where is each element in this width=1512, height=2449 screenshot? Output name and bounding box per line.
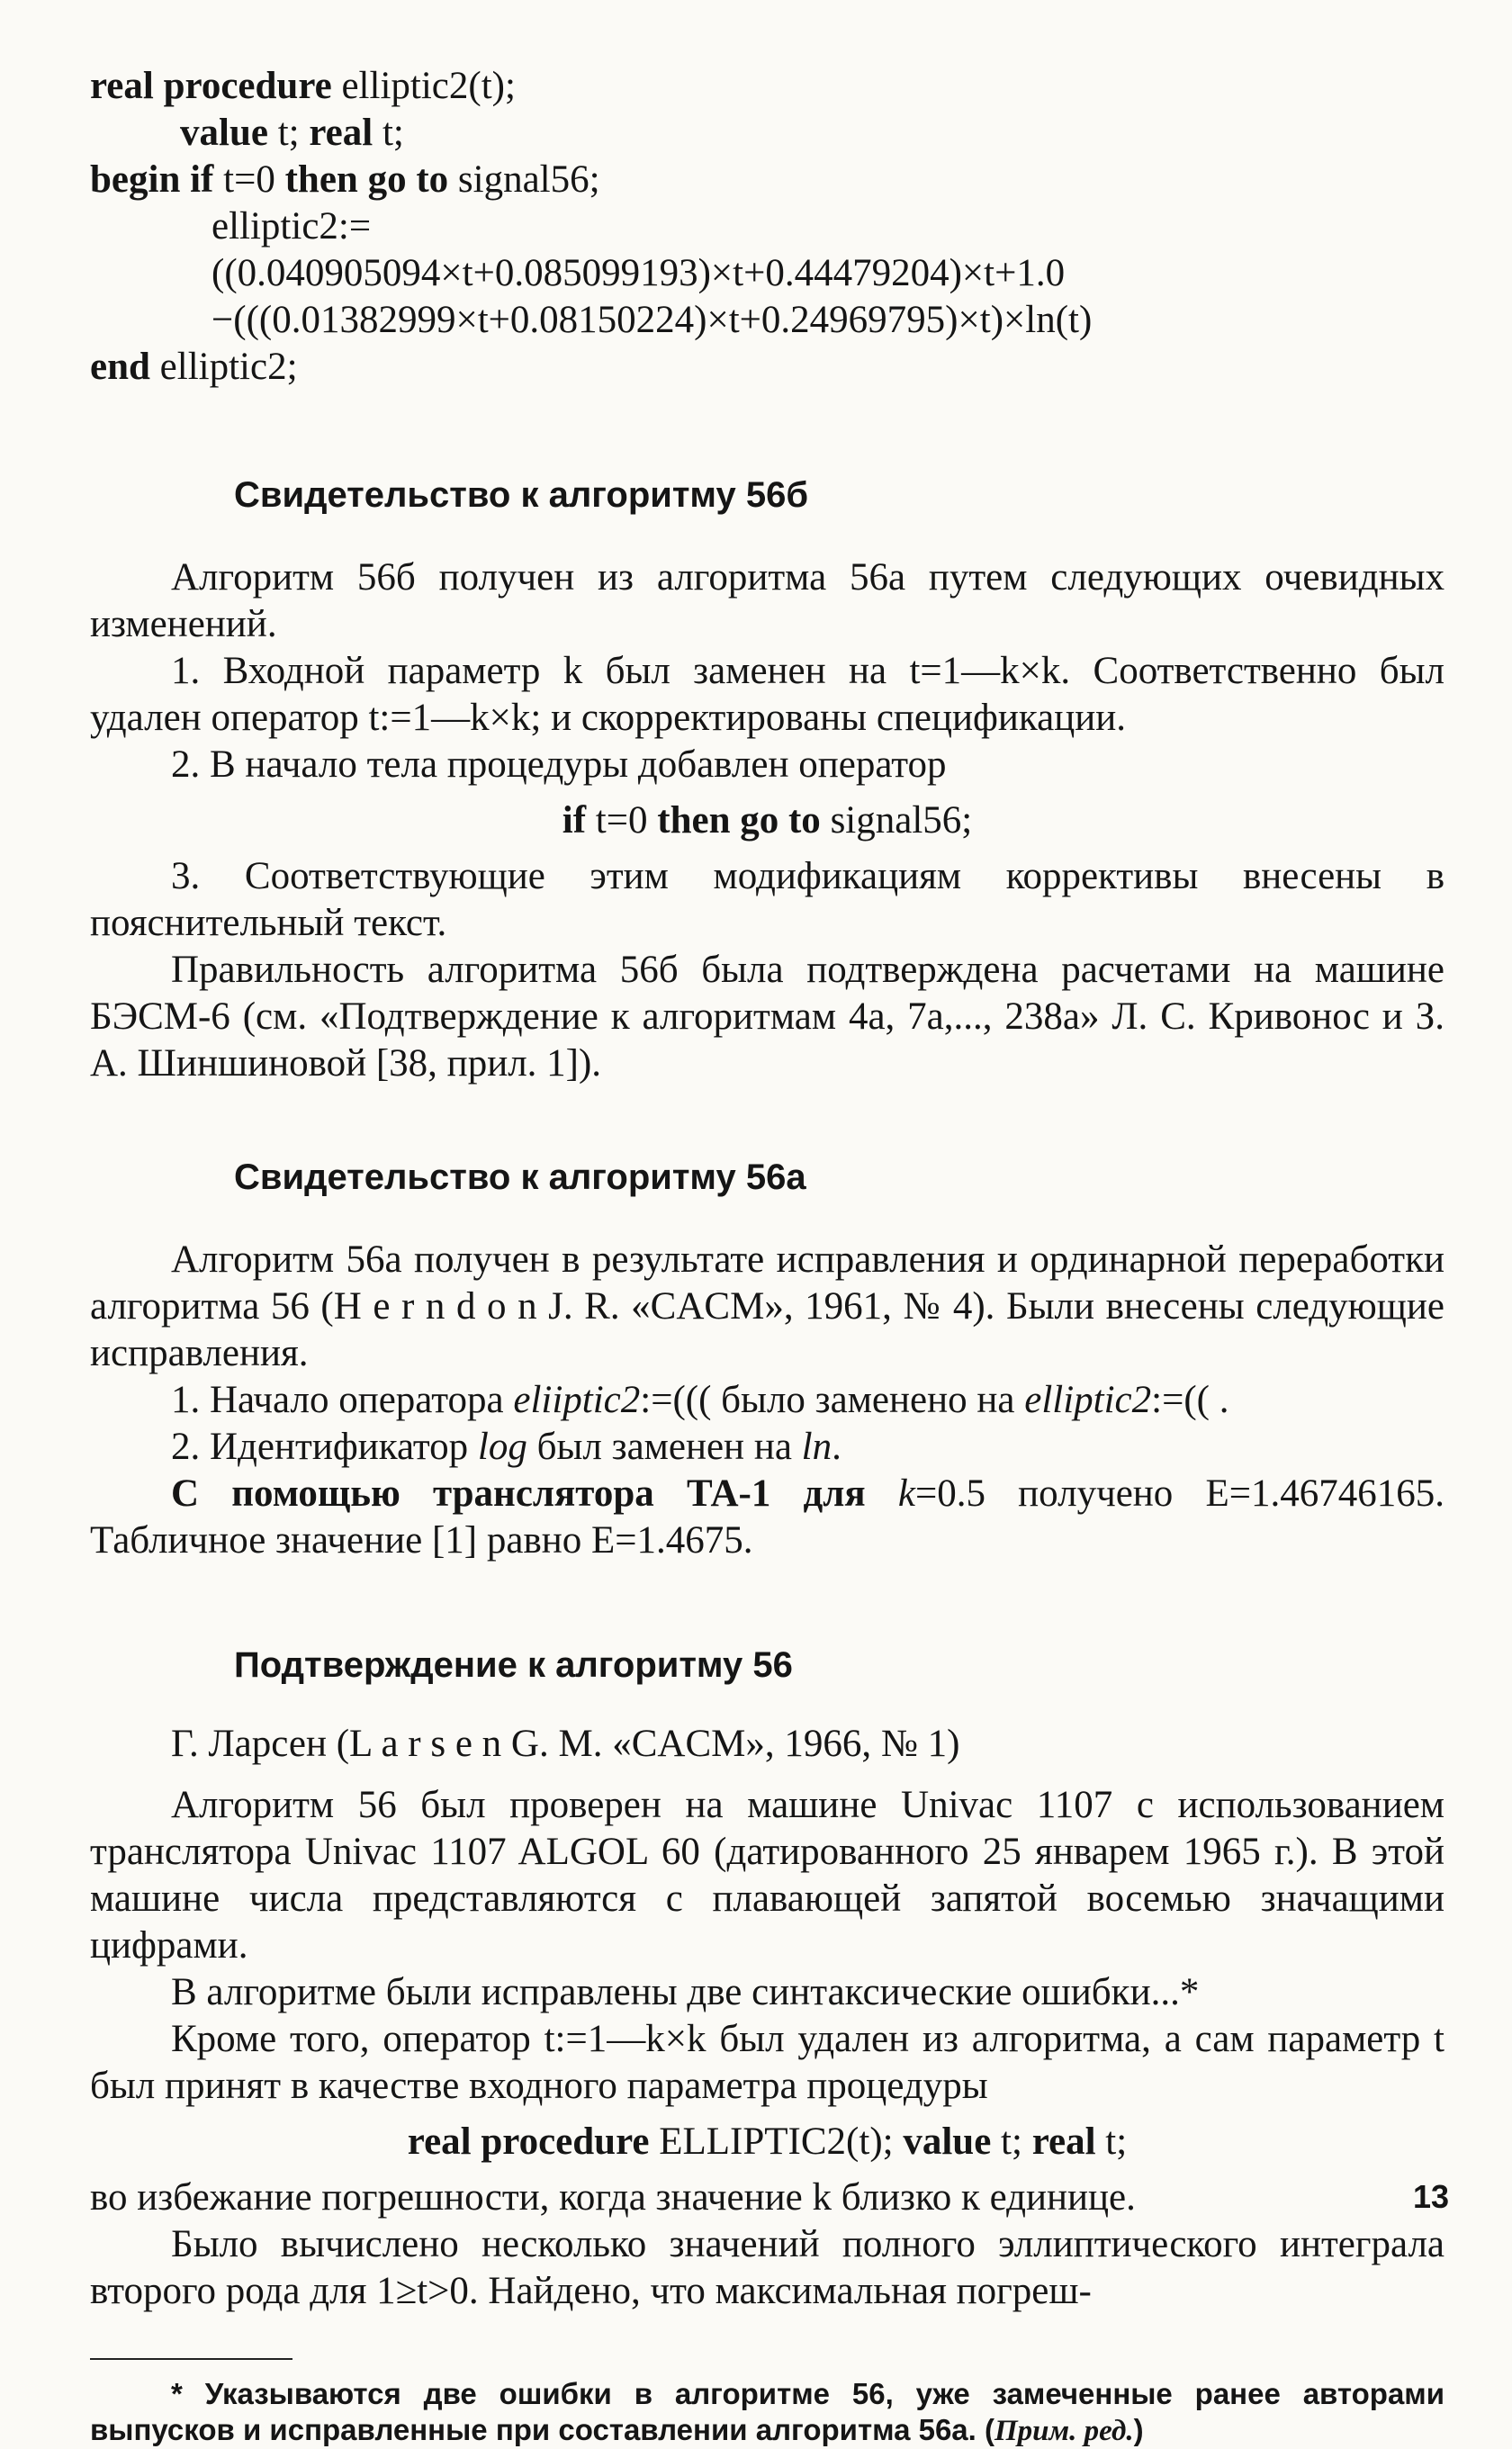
code-text: t; [373,112,404,154]
code-line: elliptic2:= [212,205,372,248]
paragraph: Кроме того, оператор t:=1—k×k был удален из алгоритма, а сам параметр t был принят в качестве входного параметра процедуры [90,2018,1444,2107]
footnote-divider [90,2358,292,2360]
keyword: real procedure [90,65,332,107]
code-statement [90,2119,1444,2165]
keyword: real [309,112,374,154]
paragraph: Алгоритм 56 был проверен на машине Univac 1107 с использованием транслятора Univac 1107 ALGOL 60 (датированного 25 январем 1965 г.). В этой машине числа представляются с плавающей запятой восемью значащими цифрами. [90,1784,1444,1967]
code-text: elliptic2; [149,346,298,388]
keyword: then go to [657,799,821,842]
paragraph: во избежание погрешности, когда значение k близко к единице. [90,2176,1136,2219]
paragraph: 1. Входной параметр k был заменен на t=1—k×k. Соответственно был удален оператор t:=1—k×k; и скорректированы спецификации. [90,650,1444,739]
paragraph [90,1377,1444,1424]
code-text: t=0 [213,158,285,201]
footnote-close: ) [1133,2413,1144,2446]
identifier: log [477,1426,527,1468]
footnote [90,2376,1444,2449]
code-text: signal56; [448,158,600,201]
keyword: value [180,112,268,154]
code-text: elliptic2(t); [331,65,516,107]
code-line [90,344,1444,391]
code-text: t; [267,112,310,154]
code-line [90,110,1444,157]
page [90,63,1444,2449]
paragraph [90,1424,1444,1471]
identifier: eliiptic2 [513,1379,641,1421]
author-line: Г. Ларсен (L a r s e n G. M. «CACM», 1966, № 1) [171,1723,960,1765]
code-text: t=0 [586,799,658,842]
identifier: ln [801,1426,832,1468]
text: =0.5 получено E=1.46746165. Табличное значение [1] равно E=1.4675. [90,1472,1444,1562]
text: :=((( было заменено на [640,1379,1025,1421]
keyword: real [1031,2120,1096,2163]
paragraph [90,1471,1444,1564]
section-heading-56a: Свидетельство к алгоритму 56а [234,1157,806,1197]
keyword: begin if [90,158,214,201]
code-text: ELLIPTIC2(t); [649,2120,904,2163]
paragraph: 3. Соответствующие этим модификациям коррективы внесены в пояснительный текст. [90,855,1444,944]
code-line [90,157,1444,203]
keyword: real procedure [407,2120,650,2163]
code-text: t; [1095,2120,1128,2163]
paragraph: Было вычислено несколько значений полного эллиптического интеграла второго рода для 1≥t>0. Найдено, что максимальная погреш- [90,2223,1444,2312]
code-line: −(((0.01382999×t+0.08150224)×t+0.24969795)×t)×ln(t) [212,299,1093,341]
section-heading-56b: Свидетельство к алгоритму 56б [234,475,809,515]
section-heading-56: Подтверждение к алгоритму 56 [234,1645,793,1685]
keyword: value [903,2120,992,2163]
code-text: t; [991,2120,1032,2163]
page-number: 13 [1412,2178,1449,2215]
keyword: if [562,799,587,842]
paragraph: Алгоритм 56а получен в результате исправления и ординарной переработки алгоритма 56 (H e r n d o n J. R. «CACM», 1961, № 4). Были внесены следующие исправления. [90,1238,1444,1374]
code-line [90,63,1444,110]
code-line: ((0.040905094×t+0.085099193)×t+0.44479204)×t+1.0 [212,252,1066,294]
paragraph: Алгоритм 56б получен из алгоритма 56а путем следующих очевидных изменений. [90,556,1444,645]
text: :=(( . [1151,1379,1229,1421]
text: 2. Идентификатор [171,1426,478,1468]
footnote-text: * Указываются две ошибки в алгоритме 56, уже замеченные ранее авторами выпусков и исправленные при составлении алгоритма 56а. ( [90,2377,1444,2446]
code-text: signal56; [820,799,973,842]
paragraph: 2. В начало тела процедуры добавлен оператор [171,743,947,786]
paragraph: В алгоритме были исправлены две синтаксические ошибки...* [171,1971,1200,2013]
bold-text: С помощью транслятора ТА-1 для [171,1472,898,1515]
text: 1. Начало оператора [171,1379,514,1421]
identifier: elliptic2 [1024,1379,1152,1421]
text: . [832,1426,842,1468]
footnote-note: Прим. ред. [994,2415,1134,2447]
keyword: end [90,346,150,388]
text: был заменен на [526,1426,802,1468]
keyword: then go to [284,158,449,201]
variable: k [897,1472,915,1515]
paragraph: Правильность алгоритма 56б была подтверждена расчетами на машине БЭСМ-6 (см. «Подтверждение к алгоритмам 4а, 7а,..., 238а» Л. С. Кривонос и З. А. Шиншиновой [38, прил. 1]). [90,949,1444,1085]
code-statement [90,797,1444,844]
code-block-elliptic2 [90,63,1444,391]
